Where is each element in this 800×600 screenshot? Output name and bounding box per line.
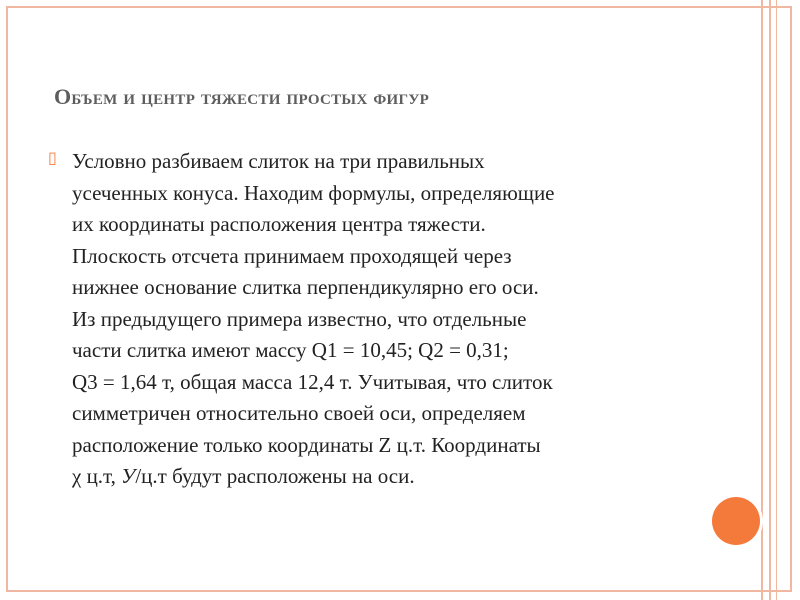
text-fragment: χ ц.т, bbox=[72, 464, 122, 488]
text-line: нижнее основание слитка перпендикулярно его оси. bbox=[72, 275, 539, 299]
text-line: Плоскость отсчета принимаем проходящей через bbox=[72, 243, 512, 268]
bullet-icon: ▯ bbox=[48, 150, 57, 167]
text-line: их координаты расположения центра тяжести. bbox=[72, 212, 486, 236]
decorative-vertical-line bbox=[776, 0, 777, 600]
text-line: расположение только координаты Z ц.т. Координаты bbox=[72, 432, 541, 457]
decorative-vertical-line bbox=[761, 0, 763, 600]
body-paragraph bbox=[72, 146, 708, 493]
text-line: Q3 = 1,64 т, общая масса 12,4 т. Учитывая, что слиток bbox=[72, 369, 553, 394]
text-line: Условно разбиваем слиток на три правильных bbox=[72, 149, 485, 173]
decorative-vertical-line bbox=[769, 0, 771, 600]
text-fragment-italic: У bbox=[121, 464, 136, 488]
text-fragment: /ц.т будут расположены на оси. bbox=[135, 464, 415, 488]
text-line: симметричен относительно своей оси, определяем bbox=[72, 401, 526, 425]
slide-body bbox=[48, 146, 708, 493]
text-line-last bbox=[72, 461, 708, 493]
slide-title: Объем и центр тяжести простых фигур bbox=[54, 84, 430, 109]
text-line: части слитка имеют массу Q1 = 10,45; Q2 = 0,31; bbox=[72, 338, 509, 362]
text-line: усеченных конуса. Находим формулы, определяющие bbox=[72, 180, 555, 205]
decorative-circle bbox=[712, 497, 760, 545]
text-line: Из предыдущего примера известно, что отдельные bbox=[72, 306, 527, 331]
